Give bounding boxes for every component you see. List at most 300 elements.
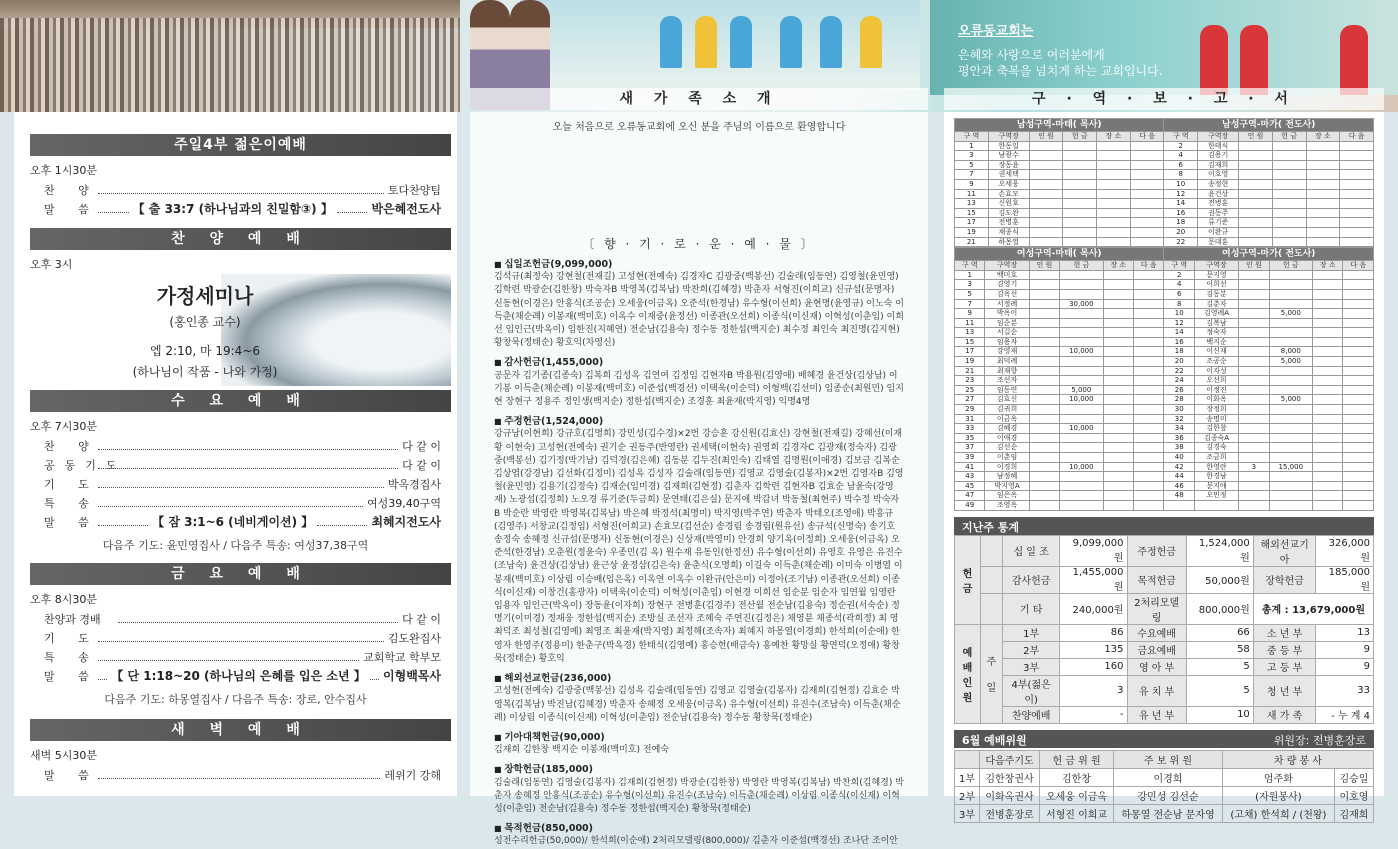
stat-cell: 유 년 부 [1127,706,1186,723]
cell [1269,481,1312,491]
offering-group [494,731,904,757]
program-leader: 레위기 강해 [384,768,441,782]
cell [1239,433,1269,443]
cell [1239,385,1269,395]
cell [1306,237,1340,247]
cell [1133,481,1163,491]
cell [1103,347,1133,357]
offering-title: 〔 향 · 기 · 로 · 운 · 예 · 물 〕 [582,237,816,251]
cell: 김귀희 [985,405,1029,415]
cell [1029,433,1059,443]
cell [1097,218,1131,228]
cell [1239,280,1269,290]
stat-cell: 감사헌금 [1002,566,1060,593]
program-leader: 다 같 이 [402,612,441,626]
cell: 26 [1164,385,1194,395]
column-header: 인 원 [1029,261,1059,271]
program-label: 말 씀 [44,202,99,216]
cell: 김경숙 [1194,443,1238,453]
cell: 박옥이 [985,309,1029,319]
child-figure [1240,25,1268,95]
cell [1239,218,1273,228]
offering-names: 강규남(이현희) 강규호(김명희) 강민성(김수경)×2번 강승훈 강신원(김효신) 강현철(전재길) 강혜선(이재황 이현숙) 고성현(전예숙) 권기순 권동주(반영란) 권세택(이현숙) 권영희 김경자C 김광재(정숙자) 김광중(백봉선) 김기정(박기남) 김덕경(김은혜) 김동분 김두진(최인숙) 김태열 김명원(이애경) 김보금 김복순 김상엽(강경남) 김선화(김정미) 김성옥 김성자 김술래(임동연) 김영교 김영술(김봉자)×2번 김영자B 김영철(윤민영) 김용기(김정숙) 김재순(임미경) 김재희(김현정) 김춘자 김학련 김현자B 김효순 남윤숙(강영재) 노광섭(김정희) 노오경 류기준(두금희) 문연태(김은실) 문지애 박갑녀 박동철(최현주) 박수정 박숙자B 박순란 박영란 박영복(김복남) 박은혜 박정석(최명미) 박지영(박주연) 박춘자 박태오(조영애) 박흥규(김영주) 서창교(김정임) 서형진(이희교) 손효모(김선순) 송경림 송경림(원유선) 송규석(신명숙) 송기호 송정숙 송혜정 신규섭(문명자) 신동현(이경은) 신상재(박영미) 안경희 양기옥(이정희) 오세웅(이금옥) 오준석(한경남) 오춘원(정윤숙) 우종민(김 옥) 원수재 유동인(한정선) 유수형(이선희) 유영호 유영은 유진수(조남숙) 윤건상(김상남) 윤근상 윤정삼(김은숙) 윤춘식(오명희) 이길숙 이득춘(채순례) 이미숙 이병열 이봉재(백미호) 이상림 이승배(임은옥) 이옥연 이옥수 이완규(안은미) 이정아(조기남) 이종관(오선희) 이종식(이신재) 이창건(홍광자) 이택욱(이순덕) 이혁성(이춘임) 이현경 이희선 임순분 임순자 임연월 임영란 임용자 임인근(박옥이) 장동윤(이자희) 장현구 전병훈(김경주) 전산월 전순남(김용숙) 정순권(서숙순) 정명기(이미경) 정재웅 정한섭(백지순) 조방실 조선자 조혜숙 주연진(김정은) 채영분 채종석(곽희정) 최 영 최덕조 최성철(김영예) 최영조 최윤재(박지영) 최정해(조속자) 최혜지 하몽열(이경희) 한석희(이순애) 한영자 한영주(정용미) 한춘구(박옥경) 한태식(김영예) 홍승헌(배금숙) 홍예찬 황망실 황연덕(오정애) 황창묵(정태순) 황호익 [494,429,904,664]
cell [1306,170,1340,180]
service-time: 오후 8시30분 [30,593,97,606]
cell [1063,237,1097,247]
cell [1133,357,1163,367]
cell [1063,160,1097,170]
cell [1029,405,1059,415]
cell [1239,424,1269,434]
table-row [955,170,1374,180]
dotted-leader [98,479,384,488]
stat-cell: 326,000원 [1316,535,1374,566]
stat-cell: - 누 계 4 [1316,706,1374,723]
cell: 16 [1164,337,1194,347]
program-row [44,474,441,493]
service-time: 새벽 5시30분 [30,749,97,762]
group-title-end: 목사) [1080,248,1102,259]
cell [1133,328,1163,338]
cell: 김한창 [1194,424,1238,434]
group-header [955,119,1164,132]
dotted-leader [98,185,384,194]
cell: 10,000 [1060,424,1103,434]
cell [1097,151,1131,161]
worship-schedule-panel [14,112,457,796]
cell: 32 [1164,414,1194,424]
group-title-end: 전도사) [1285,119,1316,130]
cell [1239,289,1269,299]
cell [1312,280,1342,290]
program-row [44,180,441,199]
cell [1103,443,1133,453]
cell [1269,424,1312,434]
cell [1340,208,1374,218]
table-row [955,395,1374,405]
column-header [955,750,980,768]
cell [1103,376,1133,386]
table-row [955,481,1374,491]
cell [1060,309,1103,319]
column-header: 다 음 [1343,261,1374,271]
cell: 4 [1164,151,1198,161]
cell: 6 [1164,160,1198,170]
cell: 23 [955,376,985,386]
offering-heading: ■ 십일조헌금(9,099,000) [494,258,904,271]
cell: 14 [1164,328,1194,338]
cell: 이완규 [1198,227,1239,237]
cell [1306,151,1340,161]
cell [1239,170,1273,180]
cell [1063,141,1097,151]
cell: 김종숙A [1194,433,1238,443]
cell: 이애경 [985,433,1029,443]
cell: 40 [1164,453,1194,463]
cell: 조선자 [985,376,1029,386]
cell [1060,318,1103,328]
cell [980,566,1002,593]
table-row [955,453,1374,463]
cell: 이화옥 [1194,395,1238,405]
stat-cell: 3부 [1002,658,1060,675]
cell: 강영재 [985,347,1029,357]
cell: 김영례A [1194,309,1238,319]
cell: 서정례 [985,299,1029,309]
cell [1312,453,1342,463]
cell [1103,424,1133,434]
cell: 13 [955,328,985,338]
cell: 한영란 [1194,462,1238,472]
cell [1272,218,1306,228]
cell: 3 [955,280,985,290]
cell [1312,328,1342,338]
stat-cell: 영 아 부 [1127,658,1186,675]
service-time: 오후 1시30분 [30,164,97,177]
cell: 이금옥 [985,414,1029,424]
cell [1312,337,1342,347]
column-header: 다음주기도 [980,750,1040,768]
cell: 15 [955,208,989,218]
cell [1130,237,1164,247]
cell [1103,462,1133,472]
dotted-leader [317,517,367,526]
program-leader: 김도완집사 [387,631,441,645]
offering-heading: ■ 목적헌금(850,000) [494,822,904,835]
cell: 최재향 [985,366,1029,376]
stat-cell: 185,000원 [1316,566,1374,593]
cell [1312,433,1342,443]
stat-cell: 소 년 부 [1253,624,1316,641]
cell [1063,179,1097,189]
table-row [955,309,1374,319]
stat-cell: 9 [1316,641,1374,658]
cell [1029,443,1059,453]
program-row [44,436,441,455]
cell [1312,414,1342,424]
dotted-leader [98,770,380,779]
cell [1312,357,1342,367]
cell [1060,289,1103,299]
column-header: 헌 금 [1060,261,1103,271]
cell [1269,443,1312,453]
cell [1029,347,1059,357]
child-figure [660,16,682,68]
table-row [955,347,1374,357]
cell: 이화옥권사 [980,786,1040,804]
cell [1343,328,1374,338]
cell [1272,179,1306,189]
column-header: 구역장 [988,132,1029,142]
cell [1133,405,1163,415]
cell [1312,376,1342,386]
cell: 김복남 [1194,318,1238,328]
cell: 조공순 [1194,357,1238,367]
cell [1029,309,1059,319]
cell [1343,414,1374,424]
cell [1029,141,1063,151]
group-title-end: 목사) [1080,119,1102,130]
cell [1133,433,1163,443]
offering-heading: ■ 해외선교헌금(236,000) [494,672,904,685]
cell: 17 [955,347,985,357]
cell: 장정희 [1194,405,1238,415]
stat-cell: - [1060,706,1127,723]
cell: 5 [955,160,989,170]
cell: 48 [1164,491,1194,501]
cell [1239,160,1273,170]
cell: 5,000 [1269,309,1312,319]
cell [1312,270,1342,280]
column-header: 다 음 [1340,132,1374,142]
cell: 백미호 [985,270,1029,280]
program-label: 공동기도 [44,458,127,472]
stat-cell: 240,000원 [1060,593,1127,624]
column-header: 다 음 [1130,132,1164,142]
cell: 20 [1164,227,1198,237]
cell [1340,179,1374,189]
cell [1063,218,1097,228]
cell: 1 [955,270,985,280]
group-header [1164,119,1374,132]
cell [1343,443,1374,453]
cell: 하몽열 [988,237,1029,247]
cell: 27 [955,395,985,405]
cell [1239,237,1273,247]
table-row [955,433,1374,443]
cell: 5,000 [1060,385,1103,395]
cell: 남정혜 [985,472,1029,482]
stat-cell: 목적헌금 [1127,566,1186,593]
table-row [955,199,1374,209]
cell: 30,000 [1060,299,1103,309]
cell: 오선희 [1194,376,1238,386]
cell: 오민정 [1194,491,1238,501]
cell: 김용기 [1198,151,1239,161]
program-row [44,628,441,647]
sermon-title: 【 단 1:18~20 (하나님의 은혜를 입은 소년 】 [111,669,366,683]
program-label: 말 씀 [44,669,99,683]
cell [1097,141,1131,151]
stats-title: 지난주 통계 [954,517,1374,535]
table-row [955,405,1374,415]
cell [1269,491,1312,501]
stat-cell: 13 [1316,624,1374,641]
cell [1029,500,1059,510]
cell: 이경희 [985,462,1029,472]
cell [1060,500,1103,510]
cell [1269,472,1312,482]
cell [1103,328,1133,338]
offering-names: 성전수리헌금(50,000)/ 한석희(이순애) 2처리모델링(800,000)/ 김춘자 이준섭(백경선) 조나단 조이안 [494,836,898,847]
cell [1063,199,1097,209]
cell: 2 [1164,270,1194,280]
cell: 38 [1164,443,1194,453]
cell: 16 [1164,208,1198,218]
cell [1239,472,1269,482]
cell [1239,366,1269,376]
stat-cell: 800,000원 [1186,593,1253,624]
cell: 서길순 [985,328,1029,338]
stat-row [955,566,1374,593]
column-header: 구 역 [1164,132,1198,142]
cell: 전병훈장로 [980,804,1040,822]
cell: 이춘임 [985,453,1029,463]
stat-cell: 주정헌금 [1127,535,1186,566]
table-row [955,179,1374,189]
cell [1269,500,1312,510]
cell [1063,189,1097,199]
cell [1060,433,1103,443]
cell: 9 [955,179,989,189]
table-row [955,280,1374,290]
program-label: 특 송 [44,650,99,664]
cell [1343,289,1374,299]
program-leader: 토다찬양팀 [387,183,441,197]
worship-committee-title [954,730,1374,748]
cell [1133,414,1163,424]
cell [1343,309,1374,319]
cell [1312,443,1342,453]
offering-names: 고성현(전예숙) 김광중(백봉선) 김성옥 김술래(임동연) 김영교 김영술(김봉자) 김재희(김현정) 김효순 박영복(김복남) 박진남(김혜경) 박춘자 송혜정 오세웅(이금옥) 유수형(이선희) 유진수(조남숙) 이득춘(채순례) 이상림 이종식(이신재) 이혁성(이춘임) 전순남(김용숙) 정수동 황창묵(정태순) [494,686,901,723]
stat-cell: 청 년 부 [1253,675,1316,706]
header-banner [0,0,1398,112]
cell [1340,218,1374,228]
cell: 송정현 [1198,179,1239,189]
cell: 3부 [955,804,980,822]
column-header: 헌 금 [1063,132,1097,142]
cell [1029,280,1059,290]
label-line: 인원 [962,677,973,704]
table-row [955,462,1374,472]
column-header: 구 역 [955,261,985,271]
cell [1133,289,1163,299]
cell [1343,424,1374,434]
cell [1029,453,1059,463]
cell [1343,299,1374,309]
cell [1343,280,1374,290]
dotted-leader [337,204,368,213]
service-time: 오후 3시 [30,258,73,271]
cell [1239,491,1269,501]
offering-group [494,822,904,848]
cell: 한경남 [1194,472,1238,482]
cell [1029,160,1063,170]
cell [980,593,1002,624]
cell: 42 [1164,462,1194,472]
cell: 송명미 [1194,414,1238,424]
seminar-block [30,274,451,390]
cell [1103,289,1133,299]
offering-group [494,258,904,350]
cell [1269,328,1312,338]
cell [1312,462,1342,472]
cell [1060,405,1103,415]
program-row [44,609,441,628]
cell [1029,227,1063,237]
cell: 김도완 [988,208,1029,218]
cell [1269,366,1312,376]
cell [1306,218,1340,228]
cell [1060,481,1103,491]
cell: 서형진 이희교 [1040,804,1114,822]
cell [1060,357,1103,367]
cell [1340,189,1374,199]
cell [1239,309,1269,319]
column-header: 다 음 [1133,261,1163,271]
cell [1269,414,1312,424]
stat-cell: 50,000원 [1186,566,1253,593]
program-leader: 이형백목사 [383,669,441,683]
cell [1103,453,1133,463]
cell [1312,491,1342,501]
stat-cell: 66 [1186,624,1253,641]
dotted-leader [98,498,363,507]
cell [1103,299,1133,309]
newcomer-offering-panel [470,112,928,847]
column-header: 장 소 [1097,132,1131,142]
stat-cell: 1부 [1002,624,1060,641]
offering-heading: ■ 주정헌금(1,524,000) [494,415,904,428]
welcome-message: 오늘 처음으로 오류동교회에 오신 분을 주님의 이름으로 환영합니다 [552,122,846,133]
cell: 손효모 [988,189,1029,199]
cell: 임용자 [985,337,1029,347]
cell [1103,280,1133,290]
group-header [955,248,1164,261]
cell: 7 [955,170,989,180]
cell [1029,328,1059,338]
cell [1097,227,1131,237]
seminar-title: 가정세미나 [156,284,254,308]
cell [1133,318,1163,328]
cell: (자원봉사) [1222,786,1334,804]
cell [1239,199,1273,209]
stat-cell: 86 [1060,624,1127,641]
stat-cell: 5 [1186,658,1253,675]
cell: 김선순 [985,443,1029,453]
cell [1130,151,1164,161]
table-row [955,189,1374,199]
offering-group [494,672,904,725]
program-row [44,647,441,666]
dotted-leader [118,614,398,623]
column-header: 헌 금 [1272,132,1306,142]
cell [1340,151,1374,161]
cell [1029,318,1059,328]
cell [1239,151,1273,161]
cell [1343,453,1374,463]
cell [1269,337,1312,347]
next-week-note: 다음주 기도: 윤민영집사 / 다음주 특송: 여성37,38구역 [102,539,369,552]
cell: 19 [955,227,989,237]
offering-names: 공문자 김기종(김종숙) 김복희 김성옥 김연여 김정임 김현자B 박용원(김영애) 배혜경 윤건상(김상남) 이기봉 이득춘(채순례) 이봉재(백미호) 이준섭(백경선) 이택욱(이순덕) 이형백(김선미) 임종순(최원민) 임지현 장현구 정용주 정인생(백지순) 정한섭(백지순) 조경훈 최윤재(박지영) 익명4명 [494,370,904,408]
table-row [955,318,1374,328]
cell: 11 [955,318,985,328]
cell [1269,299,1312,309]
column-header: 장 소 [1306,132,1340,142]
cell [1130,141,1164,151]
program-row [44,199,441,218]
cell [1340,170,1374,180]
cell: 20 [1164,357,1194,367]
cell [1239,179,1273,189]
cell [1340,237,1374,247]
cell [1239,453,1269,463]
cell: 30 [1164,405,1194,415]
table-row [955,328,1374,338]
cell [1312,424,1342,434]
cell [1340,141,1374,151]
